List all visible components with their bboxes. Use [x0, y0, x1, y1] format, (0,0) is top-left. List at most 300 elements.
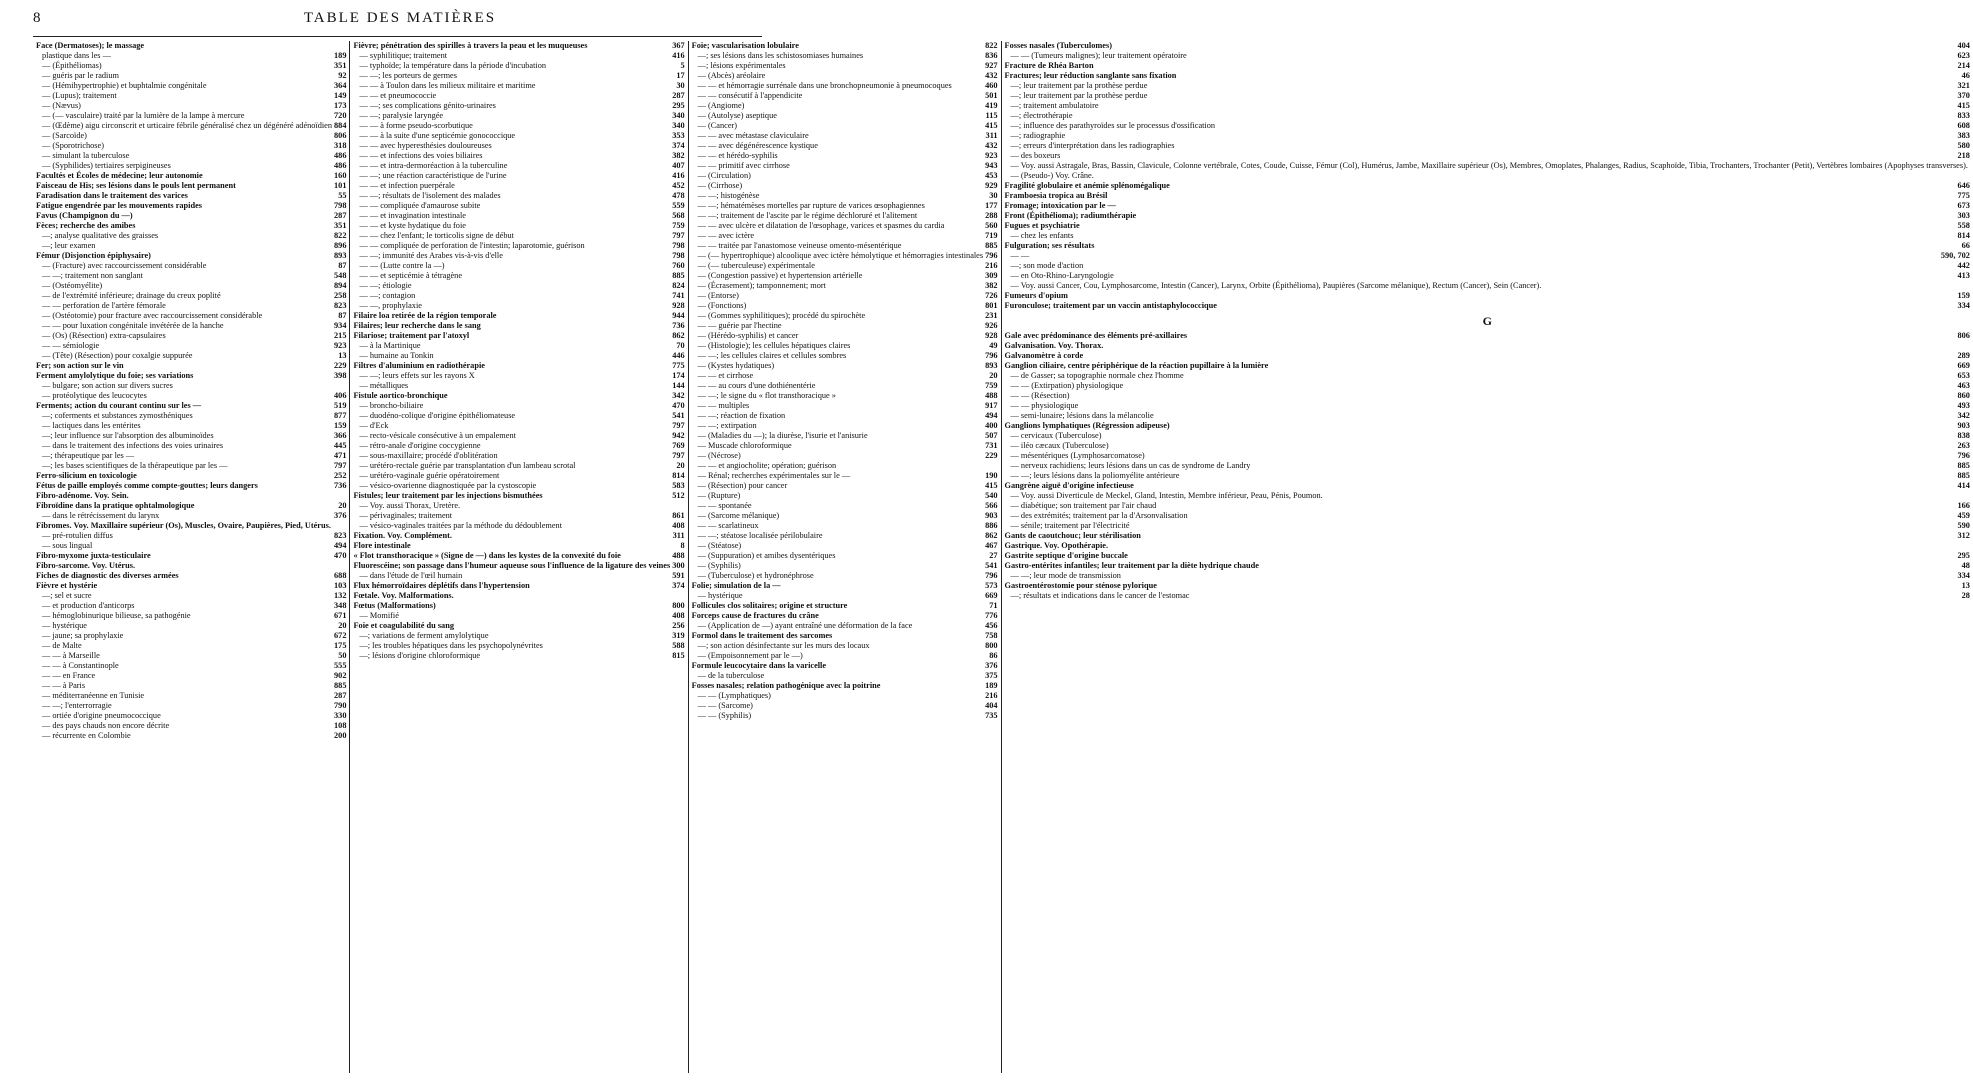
entry-page	[344, 561, 346, 571]
index-entry	[692, 301, 998, 311]
index-entry	[36, 321, 346, 331]
index-entry	[1005, 581, 1970, 591]
entry-page: 673	[1957, 201, 1970, 210]
entry-page: 671	[334, 611, 347, 620]
entry-text: — (Sporotrichose)	[42, 141, 104, 150]
index-entry	[36, 101, 346, 111]
index-entry	[1005, 451, 1970, 461]
entry-text: — (Syphilides) tertiaires serpigineuses	[42, 161, 171, 170]
index-entry	[692, 141, 998, 151]
entry-page	[1968, 541, 1970, 551]
index-entry	[692, 121, 998, 131]
index-entry	[353, 531, 684, 541]
entry-page: 896	[334, 241, 347, 250]
index-entry	[36, 421, 346, 431]
index-entry	[1005, 441, 1970, 451]
entry-page: 287	[334, 211, 347, 220]
entry-page: 548	[334, 271, 347, 280]
entry-page: 797	[672, 451, 685, 460]
entry-text: — guéris par le radium	[42, 71, 119, 80]
entry-page: 928	[672, 301, 685, 310]
entry-text: —; coferments et substances zymosthéniques	[42, 411, 193, 420]
index-entry	[353, 191, 684, 201]
entry-page: 886	[985, 521, 998, 530]
index-entry	[36, 391, 346, 401]
entry-page: 926	[985, 321, 998, 330]
entry-page	[1968, 171, 1970, 181]
entry-page: 229	[985, 451, 998, 460]
index-entry	[353, 401, 684, 411]
entry-page: 590	[1957, 521, 1970, 530]
index-entry	[36, 711, 346, 721]
entry-text: Fistule aortico-bronchique	[353, 391, 448, 400]
index-entry	[692, 321, 998, 331]
entry-page: 49	[989, 341, 998, 350]
entry-text: —; son action désinfectante sur les murs des locaux	[697, 641, 870, 650]
entry-text: Filariose; traitement par l'atoxyl	[353, 331, 470, 340]
entry-text: —; son mode d'action	[1010, 261, 1084, 270]
index-entry	[692, 311, 998, 321]
entry-page: 583	[672, 481, 685, 490]
index-entry	[36, 91, 346, 101]
entry-text: — (Stéatose)	[697, 541, 742, 550]
index-entry	[353, 631, 684, 641]
index-entry	[353, 511, 684, 521]
index-entry	[353, 431, 684, 441]
entry-text: —; résultats et indications dans le cancer de l'estomac	[1010, 591, 1190, 600]
entry-page: 174	[672, 371, 685, 380]
entry-text: — (Empoisonnement par le —)	[697, 651, 803, 660]
entry-text: — sous-maxillaire; procédé d'oblitération	[359, 451, 498, 460]
entry-text: — — guérie par l'hectine	[697, 321, 782, 330]
index-entry	[36, 131, 346, 141]
entry-text: — sénile; traitement par l'électricité	[1010, 521, 1130, 530]
entry-text: — — à la suite d'une septicémie gonococcique	[359, 131, 516, 140]
entry-page: 87	[338, 311, 347, 320]
entry-text: — (Sarcome mélanique)	[697, 511, 780, 520]
entry-page: 470	[334, 551, 347, 560]
entry-page: 797	[672, 421, 685, 430]
index-entry	[353, 141, 684, 151]
entry-text: — — compliquée d'amaurose subite	[359, 201, 481, 210]
entry-page: 608	[1957, 121, 1970, 130]
index-entry	[353, 481, 684, 491]
entry-text: Gastrique. Voy. Opothérapie.	[1004, 541, 1109, 550]
entry-page: 376	[985, 661, 998, 670]
entry-text: — Voy. aussi Astragale, Bras, Bassin, Clavicule, Colonne vertébrale, Cotes, Coude, Cuisse, Fémur (Col), Humérus, Jambe, Maxillaire supérieur (Os), Membres, Omoplates, Phalanges, Radius, Scaphoïde, Tibia, Trochanters, Trochanter (Petit), Vertèbres lombaires (Apophyses transverses).	[1010, 161, 1968, 170]
entry-text: — — à Constantinople	[42, 661, 119, 670]
index-entry	[692, 661, 998, 671]
entry-page: 319	[672, 631, 685, 640]
index-entry	[353, 461, 684, 471]
index-entry	[36, 261, 346, 271]
entry-page	[1968, 491, 1970, 501]
running-title: TABLE DES MATIÈRES	[303, 10, 497, 26]
entry-page: 823	[334, 531, 347, 540]
entry-page: 415	[1957, 101, 1970, 110]
entry-text: — protéolytique des leucocytes	[42, 391, 147, 400]
index-entry	[692, 191, 998, 201]
entry-text: — de Malte	[42, 641, 82, 650]
index-entry	[353, 251, 684, 261]
entry-text: — hémoglobinurique bilieuse, sa pathogénie	[42, 611, 191, 620]
entry-page: 580	[1957, 141, 1970, 150]
index-entry	[692, 431, 998, 441]
entry-page: 623	[1957, 51, 1970, 60]
entry-text: — semi-lunaire; lésions dans la mélancolie	[1010, 411, 1154, 420]
entry-page: 400	[985, 421, 998, 430]
entry-text: — (Ostéotomie) pour fracture avec raccourcissement considérable	[42, 311, 263, 320]
entry-text: Framboesia tropica au Brésil	[1004, 191, 1108, 200]
entry-page: 71	[989, 601, 998, 610]
entry-text: Fibro-adénome. Voy. Sein.	[36, 491, 129, 500]
entry-text: « Flot transthoracique » (Signe de —) dans les kystes de la convexité du foie	[353, 551, 621, 560]
index-entry	[692, 221, 998, 231]
entry-page: 796	[985, 571, 998, 580]
index-entry	[353, 581, 684, 591]
entry-text: —; analyse qualitative des graisses	[42, 231, 159, 240]
entry-text: — — traitée par l'anastomose veineuse omento-mésentérique	[697, 241, 902, 250]
entry-page: 736	[672, 321, 685, 330]
entry-page: 893	[985, 361, 998, 370]
entry-page	[683, 591, 685, 601]
entry-text: Fétus de paille employés comme compte-gouttes; leurs dangers	[36, 481, 258, 490]
entry-text: — —; étiologie	[359, 281, 412, 290]
entry-page: 541	[985, 561, 998, 570]
index-entry	[692, 261, 998, 271]
index-entry	[36, 161, 346, 171]
index-entry	[353, 421, 684, 431]
entry-text: — — (Tumeurs malignes); leur traitement opératoire	[1010, 51, 1187, 60]
index-entry	[1005, 541, 1970, 551]
entry-text: — — en France	[42, 671, 96, 680]
entry-page: 467	[985, 541, 998, 550]
index-entry	[692, 51, 998, 61]
entry-page: 92	[338, 71, 347, 80]
entry-page: 669	[985, 591, 998, 600]
entry-text: Fracture de Rhéa Barton	[1004, 61, 1094, 70]
index-entry	[1005, 201, 1970, 211]
entry-text: — — sémiologie	[42, 341, 100, 350]
entry-page: 370	[1957, 91, 1970, 100]
index-entry	[353, 501, 684, 511]
index-entry	[1005, 521, 1970, 531]
entry-text: — (Application de —) ayant entraîné une déformation de la face	[697, 621, 913, 630]
entry-page: 13	[1961, 581, 1970, 590]
index-entry	[1005, 121, 1970, 131]
index-entry	[692, 641, 998, 651]
entry-text: Gastroentérostomie pour sténose pylorique	[1004, 581, 1157, 590]
entry-page: 86	[989, 651, 998, 660]
index-entry	[36, 371, 346, 381]
entry-text: — (Œdème) aigu circonscrit et urticaire fébrile généralisé chez un dégénéré adénoïdien	[42, 121, 333, 130]
entry-page: 800	[672, 601, 685, 610]
index-entry	[36, 411, 346, 421]
entry-text: Galvanomètre à corde	[1004, 351, 1084, 360]
entry-page: 216	[985, 261, 998, 270]
index-entry	[353, 321, 684, 331]
entry-text: — (Fracture) avec raccourcissement considérable	[42, 261, 207, 270]
entry-page: 374	[672, 141, 685, 150]
entry-page: 27	[989, 551, 998, 560]
entry-page: 798	[334, 201, 347, 210]
entry-page: 442	[1957, 261, 1970, 270]
entry-text: Ganglions lymphatiques (Régression adipeuse)	[1004, 421, 1170, 430]
entry-text: — de Gasser; sa topographie normale chez l'homme	[1010, 371, 1184, 380]
entry-page: 806	[334, 131, 347, 140]
index-entry	[36, 301, 346, 311]
entry-page: 48	[1961, 561, 1970, 570]
index-entry	[692, 91, 998, 101]
index-entry	[36, 511, 346, 521]
entry-page: 775	[672, 361, 685, 370]
entry-page: 541	[672, 411, 685, 420]
entry-page: 903	[985, 511, 998, 520]
entry-text: Filaire loa retirée de la région temporale	[353, 311, 497, 320]
entry-page: 934	[334, 321, 347, 330]
index-entry	[353, 411, 684, 421]
index-entry	[353, 371, 684, 381]
entry-text: — —; leur mode de transmission	[1010, 571, 1121, 580]
entry-text: — — avec ulcère et dilatation de l'œsophage, varices et spasmes du cardia	[697, 221, 945, 230]
entry-text: — — à Toulon dans les milieux militaire et maritime	[359, 81, 536, 90]
index-entry	[36, 141, 346, 151]
index-entry	[1005, 151, 1970, 161]
entry-page: 894	[334, 281, 347, 290]
entry-text: Gangrène aiguë d'origine infectieuse	[1004, 481, 1134, 490]
entry-text: — (Lupus); traitement	[42, 91, 117, 100]
entry-page: 300	[672, 561, 685, 570]
entry-page: 351	[334, 221, 347, 230]
index-entry	[692, 581, 998, 591]
index-entry	[692, 281, 998, 291]
entry-text: Gastrite septique d'origine buccale	[1004, 551, 1128, 560]
entry-text: — — (Lymphatiques)	[697, 691, 771, 700]
entry-page: 719	[985, 231, 998, 240]
index-entry	[692, 291, 998, 301]
entry-text: — à la Martinique	[359, 341, 421, 350]
entry-text: — (Kystes hydatiques)	[697, 361, 775, 370]
entry-page: 944	[672, 311, 685, 320]
entry-text: Fistules; leur traitement par les injections bismuthées	[353, 491, 543, 500]
index-entry	[692, 341, 998, 351]
index-entry	[36, 51, 346, 61]
entry-page: 416	[672, 171, 685, 180]
index-entry	[1005, 41, 1970, 51]
entry-page: 419	[985, 101, 998, 110]
entry-page: 814	[1957, 231, 1970, 240]
entry-page: 776	[985, 611, 998, 620]
entry-page: 798	[672, 251, 685, 260]
entry-page: 731	[985, 441, 998, 450]
entry-page: 144	[672, 381, 685, 390]
entry-page: 688	[334, 571, 347, 580]
entry-text: Ganglion ciliaire, centre périphérique de la réaction pupillaire à la lumière	[1004, 361, 1269, 370]
entry-page: 942	[672, 431, 685, 440]
index-entry	[1005, 491, 1970, 501]
entry-text: — —	[1010, 251, 1030, 260]
index-entry	[692, 601, 998, 611]
entry-text: Formule leucocytaire dans la varicelle	[691, 661, 827, 670]
entry-page: 303	[1957, 211, 1970, 220]
entry-page: 8	[680, 541, 685, 550]
entry-page: 790	[334, 701, 347, 710]
index-entry	[692, 701, 998, 711]
entry-text: Fœtus (Malformations)	[353, 601, 436, 610]
index-entry	[692, 211, 998, 221]
index-entry	[36, 581, 346, 591]
entry-text: — —; paralysie laryngée	[359, 111, 444, 120]
entry-text: — — avec ictère	[697, 231, 755, 240]
index-entry	[1005, 301, 1970, 311]
index-entry	[692, 381, 998, 391]
entry-text: — urétéro-vaginale guérie opératoirement	[359, 471, 500, 480]
entry-text: Gastro-entérites infantiles; leur traitement par la diète hydrique chaude	[1004, 561, 1259, 570]
entry-page: 103	[334, 581, 347, 590]
entry-page: 775	[1957, 191, 1970, 200]
entry-page: 87	[338, 261, 347, 270]
index-entry	[36, 601, 346, 611]
index-entry	[353, 131, 684, 141]
index-entry	[36, 271, 346, 281]
index-entry	[692, 151, 998, 161]
index-entry	[1005, 141, 1970, 151]
entry-text: plastique dans les —	[42, 51, 111, 60]
entry-text: —; influence des parathyroïdes sur le processus d'ossification	[1010, 121, 1216, 130]
entry-text: — Voy. aussi Cancer, Cou, Lymphosarcome, Intestin (Cancer), Larynx, Orbite (Épithélioma), Paupières (Sarcome mélanique), Rectum (Cancer), Sein (Cancer).	[1010, 281, 1542, 290]
entry-text: Fièvre; pénétration des spirilles à travers la peau et les muqueuses	[353, 41, 588, 50]
entry-page: 470	[672, 401, 685, 410]
entry-text: — jaune; sa prophylaxie	[42, 631, 124, 640]
entry-text: Face (Dermatoses); le massage	[36, 41, 145, 50]
entry-text: — — (Extirpation) physiologique	[1010, 381, 1124, 390]
index-entry	[36, 61, 346, 71]
index-entry	[692, 451, 998, 461]
entry-page: 493	[1957, 401, 1970, 410]
index-entry	[1005, 591, 1970, 601]
entry-text: — — à Paris	[42, 681, 86, 690]
entry-page: 735	[985, 711, 998, 720]
entry-page: 836	[985, 51, 998, 60]
entry-text: — (Tuberculose) et hydronéphrose	[697, 571, 814, 580]
entry-page: 50	[338, 651, 347, 660]
entry-text: — Muscade chloroformique	[697, 441, 792, 450]
index-entry	[1005, 361, 1970, 371]
entry-page: 862	[672, 331, 685, 340]
index-entry	[692, 401, 998, 411]
entry-text: —; leur traitement par la prothèse perdue	[1010, 91, 1148, 100]
entry-text: — — chez l'enfant; le torticolis signe de début	[359, 231, 514, 240]
index-entry	[1005, 401, 1970, 411]
index-entry	[36, 361, 346, 371]
index-entry	[353, 311, 684, 321]
entry-text: — —; leurs effets sur les rayons X	[359, 371, 475, 380]
entry-page: 588	[672, 641, 685, 650]
index-entry	[692, 551, 998, 561]
index-entry	[353, 221, 684, 231]
index-entry	[353, 91, 684, 101]
entry-text: —; les bases scientifiques de la thérapeutique par les —	[42, 461, 228, 470]
index-entry	[692, 511, 998, 521]
index-entry	[1005, 551, 1970, 561]
entry-page: 13	[338, 351, 347, 360]
index-entry	[692, 331, 998, 341]
index-entry	[353, 151, 684, 161]
entry-text: — Momifié	[359, 611, 399, 620]
entry-page: 877	[334, 411, 347, 420]
entry-page: 342	[672, 391, 685, 400]
entry-page: 366	[334, 431, 347, 440]
index-entry	[1005, 271, 1970, 281]
entry-page: 460	[985, 81, 998, 90]
index-entry	[353, 381, 684, 391]
index-entry	[692, 241, 998, 251]
entry-text: — (Abcès) aréolaire	[697, 71, 766, 80]
index-entry	[36, 481, 346, 491]
index-entry	[1005, 171, 1970, 181]
entry-page: 408	[672, 611, 685, 620]
entry-text: — — et kyste hydatique du foie	[359, 221, 466, 230]
entry-page: 445	[334, 441, 347, 450]
entry-page: 66	[1961, 241, 1970, 250]
entry-page: 374	[672, 581, 685, 590]
entry-text: — — et infection puerpérale	[359, 181, 455, 190]
entry-text: — — (Lutte contre la —)	[359, 261, 445, 270]
index-entry	[692, 651, 998, 661]
entry-text: —; lésions expérimentales	[697, 61, 786, 70]
index-entry	[1005, 411, 1970, 421]
index-entry	[1005, 531, 1970, 541]
entry-page: 758	[985, 631, 998, 640]
entry-page: 822	[985, 41, 998, 50]
entry-page: 177	[985, 201, 998, 210]
index-entry	[353, 451, 684, 461]
index-entry	[692, 361, 998, 371]
entry-page: 568	[672, 211, 685, 220]
entry-text: — (Ostéomyélite)	[42, 281, 103, 290]
entry-text: Front (Épithélioma); radiumthérapie	[1004, 211, 1137, 220]
index-entry	[353, 351, 684, 361]
entry-text: —; électrothérapie	[1010, 111, 1073, 120]
entry-page: 432	[985, 141, 998, 150]
index-entry	[36, 351, 346, 361]
entry-text: — —; immunité des Arabes vis-à-vis d'elle	[359, 251, 503, 260]
entry-text: — (Congestion passive) et hypertension artérielle	[697, 271, 863, 280]
index-entry	[353, 441, 684, 451]
entry-page: 917	[985, 401, 998, 410]
entry-text: Ferment amylolytique du foie; ses variations	[36, 371, 194, 380]
index-entry	[36, 541, 346, 551]
entry-page: 190	[985, 471, 998, 480]
entry-text: — (Entorse)	[697, 291, 739, 300]
entry-page: 311	[672, 531, 685, 540]
entry-text: — Voy. aussi Diverticule de Meckel, Gland, Intestin, Membre inférieur, Peau, Pénis, Poumon.	[1010, 491, 1323, 500]
entry-text: — —; leurs lésions dans la poliomyélite antérieure	[1010, 471, 1180, 480]
index-entry	[1005, 481, 1970, 491]
entry-page: 488	[985, 391, 998, 400]
entry-page: 353	[672, 131, 685, 140]
index-entry	[1005, 241, 1970, 251]
entry-text: Fibro-sarcome. Voy. Utérus.	[36, 561, 136, 570]
entry-text: Fragilité globulaire et anémie splénomégalique	[1004, 181, 1170, 190]
entry-text: — —; traitement non sanglant	[42, 271, 143, 280]
entry-text: — — et septicémie à tétragène	[359, 271, 462, 280]
entry-text: — — avec hyperesthésies douloureuses	[359, 141, 492, 150]
entry-text: — et production d'anticorps	[42, 601, 135, 610]
entry-page: 471	[334, 451, 347, 460]
entry-text: — — primitif avec cirrhose	[697, 161, 790, 170]
index-entry	[353, 231, 684, 241]
